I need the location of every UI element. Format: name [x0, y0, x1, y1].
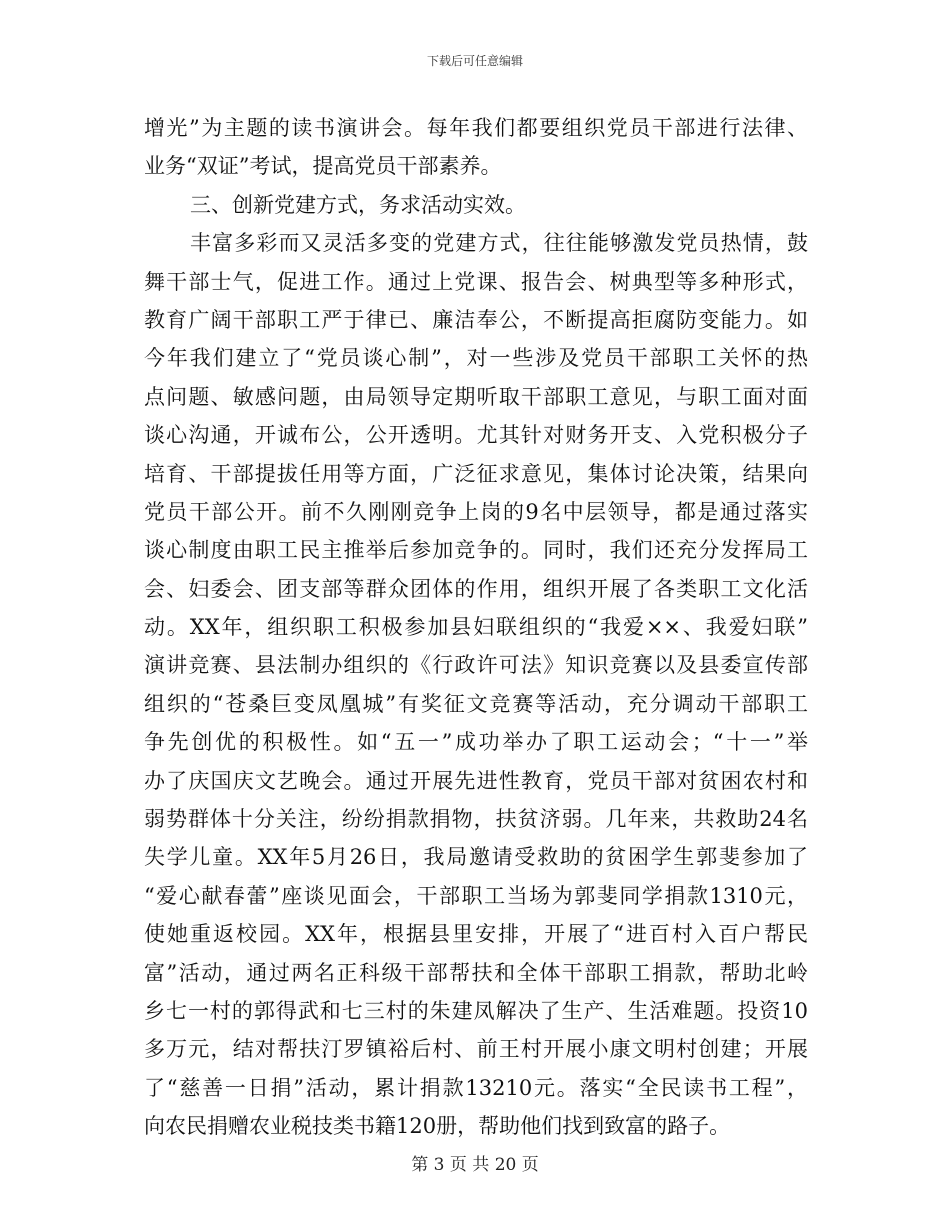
text-line: 富”活动，通过两名正科级干部帮扶和全体干部职工捐款，帮助北岭 [144, 960, 808, 985]
document-body [144, 109, 808, 1146]
text-line: 舞干部士气，促进工作。通过上党课、报告会、树典型等多种形式， [144, 269, 808, 294]
text-line: 增光”为主题的读书演讲会。每年我们都要组织党员干部进行法律、 [144, 116, 808, 140]
text-line: 演讲竞赛、县法制办组织的《行政许可法》知识竞赛以及县委宣传部 [144, 653, 808, 678]
text-line: 动。XX年，组织职工积极参加县妇联组织的“我爱××、我爱妇联” [144, 615, 808, 640]
text-line: 谈心沟通，开诚布公，公开透明。尤其针对财务开支、入党积极分子 [144, 423, 808, 448]
text-line: 谈心制度由职工民主推举后参加竞争的。同时，我们还充分发挥局工 [144, 538, 808, 563]
text-line: 弱势群体十分关注，纷纷捐款捐物，扶贫济弱。几年来，共救助24名 [144, 807, 808, 832]
text-line: 乡七一村的郭得武和七三村的朱建凤解决了生产、生活难题。投资10 [144, 998, 808, 1023]
text-line: 了“慈善一日捐”活动，累计捐款13210元。落实“全民读书工程”， [144, 1075, 808, 1100]
text-line: 丰富多彩而又灵活多变的党建方式，往往能够激发党员热情，鼓 [190, 231, 808, 256]
text-line: 今年我们建立了“党员谈心制”，对一些涉及党员干部职工关怀的热 [144, 346, 808, 371]
text-line: 争先创优的积极性。如“五一”成功举办了职工运动会；“十一”举 [144, 730, 808, 755]
text-line: 使她重返校园。XX年，根据县里安排，开展了“进百村入百户帮民 [144, 922, 808, 947]
text-line: 多万元，结对帮扶汀罗镇裕后村、前王村开展小康文明村创建；开展 [144, 1037, 808, 1062]
text-line: 党员干部公开。前不久刚刚竞争上岗的9名中层领导，都是通过落实 [144, 499, 808, 524]
text-line: 培育、干部提拔任用等方面，广泛征求意见，集体讨论决策，结果向 [144, 461, 808, 486]
text-line: 业务“双证”考试，提高党员干部素养。 [144, 154, 502, 179]
text-line: “爱心献春蕾”座谈见面会，干部职工当场为郭斐同学捐款1310元， [144, 883, 808, 908]
section-heading: 三、创新党建方式，务求活动实效。 [190, 192, 526, 217]
text-line: 办了庆国庆文艺晚会。通过开展先进性教育，党员干部对贫困农村和 [144, 768, 808, 793]
text-line: 向农民捐赠农业税技类书籍120册，帮助他们找到致富的路子。 [144, 1114, 731, 1139]
text-line: 失学儿童。XX年5月26日，我局邀请受救助的贫困学生郭斐参加了 [144, 845, 808, 870]
page-number: 第 3 页 共 20 页 [411, 1155, 539, 1175]
text-line: 点问题、敏感问题，由局领导定期听取干部职工意见，与职工面对面 [144, 384, 808, 409]
text-line: 会、妇委会、团支部等群众团体的作用，组织开展了各类职工文化活 [144, 576, 808, 601]
page-header-note: 下载后可任意编辑 [426, 54, 523, 68]
text-line: 教育广阔干部职工严于律已、廉洁奉公，不断提高拒腐防变能力。如 [144, 307, 808, 332]
text-line: 组织的“苍桑巨变凤凰城”有奖征文竞赛等活动，充分调动干部职工 [144, 691, 808, 716]
